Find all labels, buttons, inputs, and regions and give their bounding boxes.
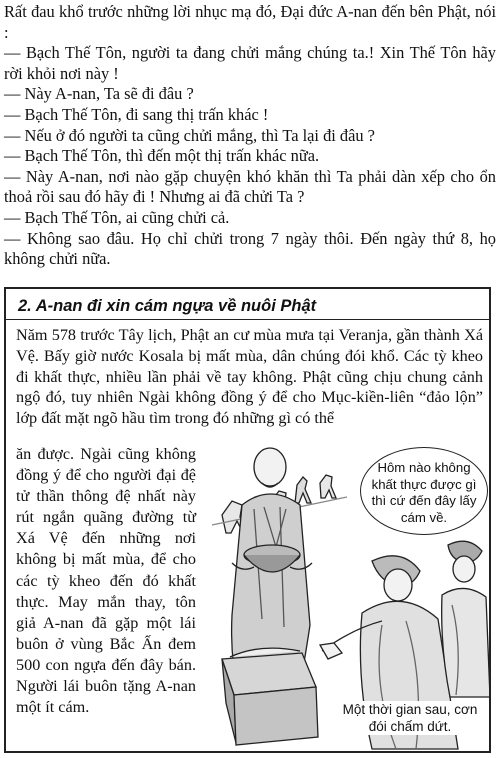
attendant-figure (442, 541, 489, 697)
dialogue-line: — Không sao đâu. Họ chỉ chửi trong 7 ngày thôi. Đến ngày thứ 8, họ không chửi nữa. (4, 228, 496, 269)
speech-bubble: Hôm nào không khất thực được gì thì cứ đến đây lấy cám về. (360, 447, 488, 535)
title-divider (6, 319, 489, 320)
section-title: 2. A-nan đi xin cám ngựa về nuôi Phật (18, 297, 317, 315)
illustration-caption: Một thời gian sau, cơn đói chấm dứt. (334, 701, 486, 735)
section-body-column (16, 444, 196, 718)
dialogue-line: — Này A-nan, Ta sẽ đi đâu ? (4, 84, 194, 104)
dialogue-line: — Bạch Thế Tôn, ai cũng chửi cả. (4, 207, 230, 227)
dialogue-line: — Bạch Thế Tôn, người ta đang chửi mắng chúng ta.! Xin Thế Tôn hãy rời khỏi nơi này ! (4, 43, 496, 83)
illustration (202, 445, 489, 751)
body-paragraph-continued: ăn được. Ngài cũng không đồng ý để cho người đại đệ tử thần thông đệ nhất này rút ngắn quãng đường từ Xá Vệ đến những nơi không bị mất mùa, để cho các tỳ kheo đến đó khất thực. May mắn thay, tôn giả A-nan đã gặp một lái buôn ở vùng Bắc Ấn đem 500 con ngựa đến đây bán. Người lái buôn tặng A-nan một ít cám. (16, 445, 196, 717)
dialogue-line: — Bạch Thế Tôn, đi sang thị trấn khác ! (4, 104, 269, 124)
dialogue-line: — Nếu ở đó người ta cũng chửi mắng, thì Ta lại đi đâu ? (4, 125, 375, 145)
dialogue-line: — Này A-nan, nơi nào gặp chuyện khó khăn thì Ta phải dàn xếp cho ổn thoả rồi sau đó hãy đi ! Nhưng ai đã chửi Ta ? (4, 166, 496, 207)
bran-box (222, 648, 318, 745)
dialogue-line: — Bạch Thế Tôn, thì đến một thị trấn khác nữa. (4, 146, 320, 166)
paragraph: Rất đau khổ trước những lời nhục mạ đó, Đại đức A-nan đến bên Phật, nói : (4, 2, 496, 42)
section-body (16, 325, 483, 429)
body-paragraph: Năm 578 trước Tây lịch, Phật an cư mùa mưa tại Veranja, gần thành Xá Vệ. Bấy giờ nước Kosala bị mất mùa, dân chúng đói khổ. Các tỳ kheo đi khất thực, nhiều lần phải về tay không. Phật cũng chịu chung cảnh ngộ đó, tuy nhiên Ngài không đồng ý để cho Mục-kiền-liên “đảo lộn” lớp đất mặt ngõ hầu tìm trong đó những gì có thể (16, 326, 483, 428)
dialogue-text (4, 2, 496, 270)
section-box (4, 287, 491, 753)
